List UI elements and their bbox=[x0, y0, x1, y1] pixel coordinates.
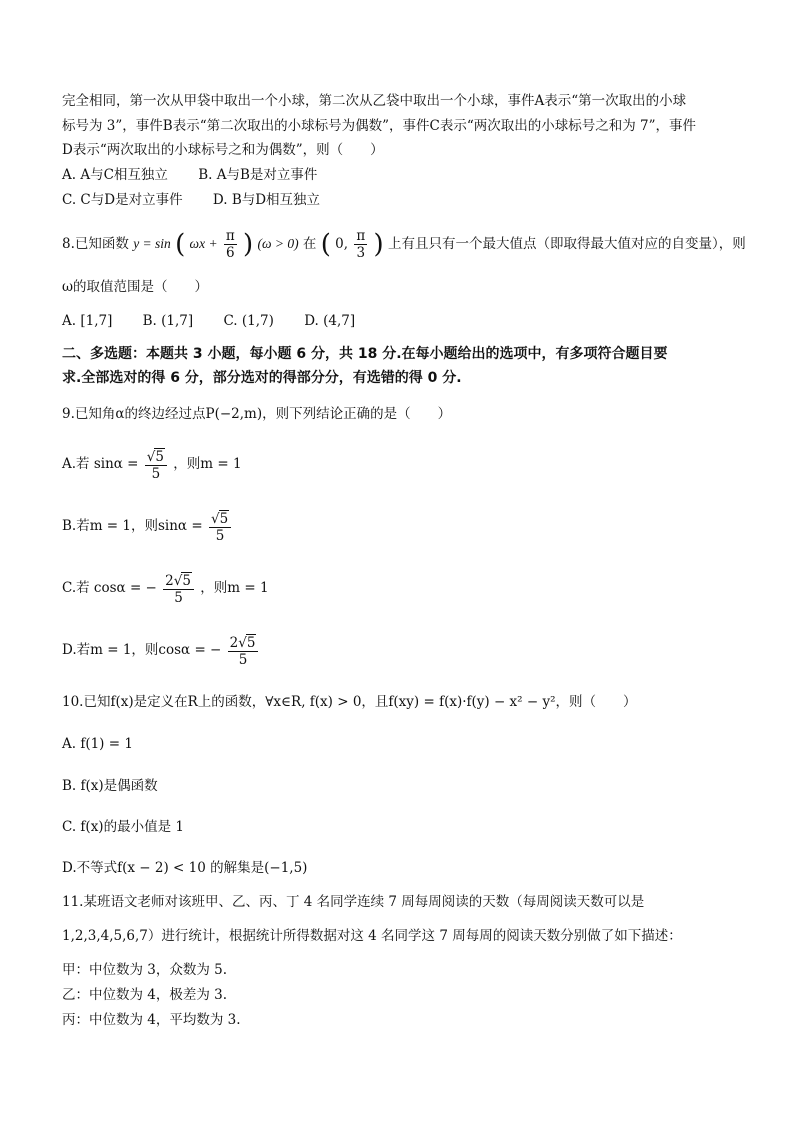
sqrt5-over-5-fraction: $\frac{√5}{5}$ bbox=[145, 448, 167, 482]
q11-yi: 乙：中位数为 4，极差为 3. bbox=[62, 987, 228, 1003]
q10-option-a: A. f(1) = 1 bbox=[62, 736, 133, 752]
interval-zero: 0, bbox=[335, 236, 349, 252]
q8-post: 上有且只有一个最大值点（即取得最大值对应的自变量），则 bbox=[387, 236, 746, 252]
q7-option-b: B. A与B是对立事件 bbox=[198, 167, 318, 183]
q8-in: 在 bbox=[302, 236, 317, 252]
q11-jia: 甲：中位数为 3，众数为 5. bbox=[62, 962, 228, 978]
section2-title-line-1: 二、多选题：本题共 3 小题，每小题 6 分，共 18 分.在每小题给出的选项中，有多项符合题目要 bbox=[62, 346, 668, 362]
q7-line-3: D表示“两次取出的小球标号之和为偶数”，则（ ） bbox=[62, 142, 384, 158]
q9-option-c: C.若 cosα = − $\frac{2√5}{5}$ ，则m = 1 bbox=[62, 572, 269, 606]
q8-func: y = sin bbox=[133, 236, 171, 251]
q8-option-c: C. (1,7) bbox=[223, 313, 274, 329]
q11-line-2: 1,2,3,4,5,6,7）进行统计，根据统计所得数据对这 4 名同学这 7 周每周的阅读天数分别做了如下描述： bbox=[62, 928, 682, 944]
q11-line-1: 11.某班语文老师对该班甲、乙、丙、丁 4 名同学连续 7 周每周阅读的天数（每周阅读天数可以是 bbox=[62, 894, 645, 910]
section2-title-line-2: 求.全部选对的得 6 分，部分选对的得部分分，有选错的得 0 分. bbox=[62, 370, 462, 386]
interval-left-paren: ( bbox=[320, 229, 331, 260]
q9-option-b: B.若m = 1，则sinα = $\frac{√5}{5}$ bbox=[62, 507, 233, 545]
q10-option-b: B. f(x)是偶函数 bbox=[62, 778, 158, 794]
q9-option-d: D.若m = 1，则cosα = − $\frac{2√5}{5}$ bbox=[62, 631, 260, 669]
q7-line-1: 完全相同，第一次从甲袋中取出一个小球，第二次从乙袋中取出一个小球，事件A表示“第一次取出的小球 bbox=[62, 93, 687, 109]
sqrt5-over-5-fraction: $\frac{√5}{5}$ bbox=[209, 510, 231, 544]
q7-options-row-1 bbox=[62, 166, 317, 184]
interval-right-paren: ) bbox=[373, 229, 384, 260]
two-sqrt5-over-5-fraction: $\frac{2√5}{5}$ bbox=[228, 634, 259, 668]
q8-stem bbox=[62, 228, 746, 261]
q10-option-d: D.不等式f(x − 2) < 10 的解集是(−1,5) bbox=[62, 860, 308, 876]
q8-option-b: B. (1,7] bbox=[142, 313, 194, 329]
pi-over-6-fraction: $\frac{\pi}{6}$ bbox=[225, 228, 235, 261]
q8-prefix: 8.已知函数 bbox=[62, 236, 129, 252]
q8-condition: (ω > 0) bbox=[257, 236, 299, 251]
paren-left: ( bbox=[175, 229, 186, 260]
q7-option-d: D. B与D相互独立 bbox=[212, 192, 321, 208]
pi-over-3-fraction: $\frac{\pi}{3}$ bbox=[356, 228, 366, 261]
q7-line-2: 标号为 3”，事件B表示“第二次取出的小球标号为偶数”，事件C表示“两次取出的小球标号之和为 7”，事件 bbox=[62, 118, 697, 134]
paren-right: ) bbox=[243, 229, 254, 260]
q7-options-row-2 bbox=[62, 191, 320, 209]
q10-stem: 10.已知f(x)是定义在R上的函数，∀x∈R, f(x) > 0，且f(xy) = f(x)·f(y) − x² − y²，则（ ） bbox=[62, 694, 637, 710]
q9-option-a: A.若 sinα = $\frac{√5}{5}$ ，则m = 1 bbox=[62, 448, 242, 482]
q8-option-d: D. (4,7] bbox=[304, 313, 356, 329]
q8-options bbox=[62, 312, 355, 330]
q8-arg: ωx + bbox=[189, 236, 218, 251]
q8-option-a: A. [1,7] bbox=[62, 313, 113, 329]
q7-option-a: A. A与C相互独立 bbox=[62, 167, 168, 183]
q9-stem: 9.已知角α的终边经过点P(−2,m)，则下列结论正确的是（ ） bbox=[62, 406, 452, 422]
two-sqrt5-over-5-fraction: $\frac{2√5}{5}$ bbox=[163, 572, 194, 606]
q10-option-c: C. f(x)的最小值是 1 bbox=[62, 819, 184, 835]
q8-line-2: ω的取值范围是（ ） bbox=[62, 279, 209, 295]
q7-option-c: C. C与D是对立事件 bbox=[62, 192, 183, 208]
q11-bing: 丙：中位数为 4，平均数为 3. bbox=[62, 1012, 241, 1028]
